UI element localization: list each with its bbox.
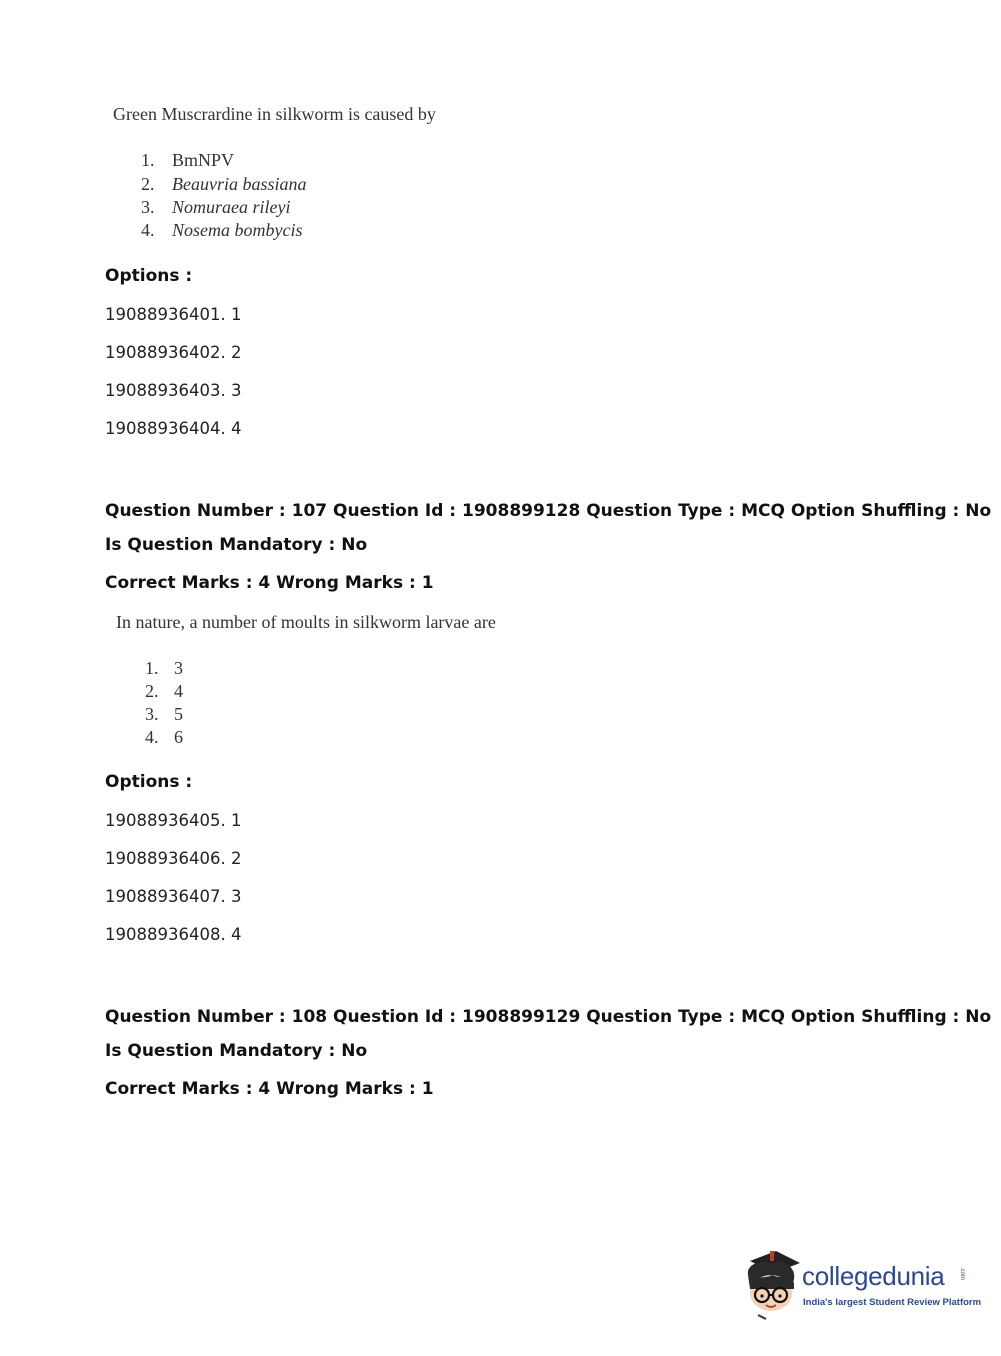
question-marks: Correct Marks : 4 Wrong Marks : 1 [105, 1079, 434, 1099]
question-header: Question Number : 108 Question Id : 1908899129 Question Type : MCQ Option Shuffling : No [105, 1007, 992, 1027]
logo-wordmark: collegedunia [802, 1261, 945, 1291]
question-marks: Correct Marks : 4 Wrong Marks : 1 [105, 573, 434, 593]
option-row: 19088936408. 4 [105, 925, 242, 944]
choice-item: 4. Nosema bombycis [141, 220, 303, 240]
choice-item: 3. 5 [145, 704, 183, 724]
option-row: 19088936407. 3 [105, 887, 242, 906]
choice-item: 3. Nomuraea rileyi [141, 197, 291, 217]
collegedunia-logo [740, 1245, 982, 1325]
option-row: 19088936401. 1 [105, 305, 242, 324]
question-mandatory: Is Question Mandatory : No [105, 535, 368, 555]
option-row: 19088936403. 3 [105, 381, 242, 400]
question-stem: In nature, a number of moults in silkworm larvae are [116, 612, 496, 632]
choice-item: 2. Beauvria bassiana [141, 174, 307, 194]
options-label: Options : [105, 266, 193, 286]
choice-item: 2. 4 [145, 681, 183, 701]
choice-item: 4. 6 [145, 727, 183, 747]
mascot-icon [740, 1245, 804, 1321]
choice-item: 1. BmNPV [141, 150, 235, 170]
option-row: 19088936405. 1 [105, 811, 242, 830]
choice-item: 1. 3 [145, 658, 183, 678]
logo-com: .com [959, 1267, 965, 1281]
logo-tagline: India's largest Student Review Platform [803, 1297, 982, 1308]
option-row: 19088936406. 2 [105, 849, 242, 868]
option-row: 19088936404. 4 [105, 419, 242, 438]
question-stem: Green Muscrardine in silkworm is caused by [113, 104, 436, 124]
question-mandatory: Is Question Mandatory : No [105, 1041, 368, 1061]
option-row: 19088936402. 2 [105, 343, 242, 362]
question-header: Question Number : 107 Question Id : 1908899128 Question Type : MCQ Option Shuffling : No [105, 501, 992, 521]
options-label: Options : [105, 772, 193, 792]
